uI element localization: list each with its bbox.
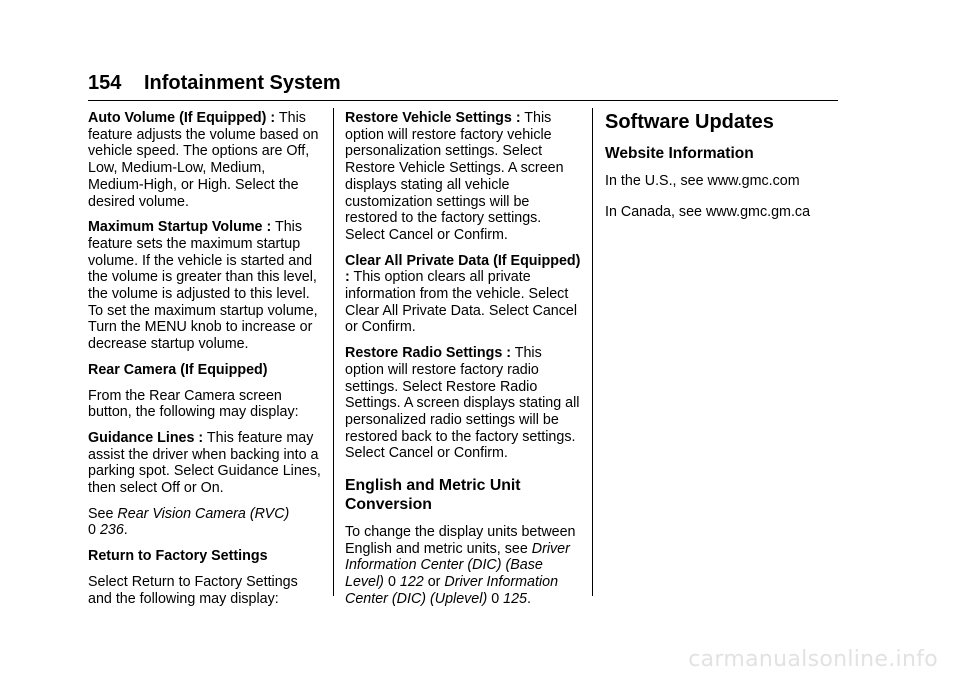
factory-heading: Return to Factory Settings	[88, 548, 268, 565]
units-text: To change the display units between English and metric units, see	[345, 524, 576, 557]
units-page-2[interactable]: 125	[503, 590, 527, 607]
guidance-text: This feature may assist the driver when backing into a parking spot. Select Guidance Lines, then select Off or On.	[88, 429, 321, 497]
watermark-text: carmanualsonline.info	[688, 647, 938, 672]
rear-camera-heading: Rear Camera (If Equipped)	[88, 361, 268, 378]
restore-vehicle-label: Restore Vehicle Settings :	[345, 110, 521, 126]
restore-vehicle-paragraph	[345, 110, 581, 244]
rear-camera-text: From the Rear Camera screen button, the following may display:	[88, 387, 299, 421]
column-2	[345, 110, 581, 617]
page-arrow-icon: 0	[387, 574, 396, 591]
canada-website-text: In Canada, see www.gmc.gm.ca	[605, 203, 811, 220]
units-paragraph	[345, 524, 581, 608]
units-reference-1[interactable]: Driver Information Center (DIC) (Base Level)	[345, 540, 570, 591]
guidance-paragraph	[88, 430, 324, 497]
page-arrow-icon: 0	[88, 522, 96, 539]
factory-text: Select Return to Factory Settings and the following may display:	[88, 573, 298, 607]
clear-private-text: This option clears all private information from the vehicle. Select Clear All Private Data. Select Cancel or Confirm.	[345, 269, 578, 336]
units-heading: English and Metric Unit Conversion	[345, 477, 521, 514]
auto-volume-text: This feature adjusts the volume based on vehicle speed. The options are Off, Low, Medium-Low, Medium, Medium-High, or High. Select the desired volume.	[88, 110, 319, 210]
units-reference-2[interactable]: Driver Information Center (DIC) (Uplevel)	[345, 574, 559, 607]
units-page-1[interactable]: 122	[399, 574, 424, 591]
website-info-heading: Website Information	[605, 145, 754, 162]
see-reference-link[interactable]: Rear Vision Camera (RVC)	[117, 505, 290, 522]
see-prefix: See	[88, 505, 118, 522]
see-suffix: .	[123, 522, 128, 539]
page-arrow-icon: 0	[491, 590, 500, 607]
see-reference-paragraph	[88, 506, 324, 539]
column-divider-1	[333, 108, 334, 596]
us-website-text: In the U.S., see www.gmc.com	[605, 173, 800, 189]
guidance-label: Guidance Lines :	[88, 429, 204, 446]
max-startup-paragraph	[88, 219, 324, 353]
units-suffix: .	[526, 590, 531, 607]
restore-vehicle-text: This option will restore factory vehicle personalization settings. Select Restore Vehicle Settings. A screen displays stating all vehicle customization settings will be restored to the factory settings. Select Cancel or Confirm.	[345, 110, 564, 243]
page-header	[88, 68, 838, 101]
see-page-number[interactable]: 236	[99, 522, 124, 539]
page-number: 154	[88, 72, 122, 94]
restore-radio-paragraph	[345, 345, 581, 462]
restore-radio-label: Restore Radio Settings :	[345, 345, 512, 362]
column-divider-2	[592, 108, 593, 596]
software-updates-heading: Software Updates	[605, 111, 774, 133]
column-3	[605, 110, 841, 234]
clear-private-paragraph	[345, 253, 581, 337]
clear-private-label: Clear All Private Data (If Equipped) :	[345, 252, 581, 286]
auto-volume-paragraph	[88, 110, 324, 210]
units-or: or	[423, 574, 445, 591]
section-title: Infotainment System	[144, 72, 341, 94]
max-startup-label: Maximum Startup Volume :	[88, 219, 272, 236]
restore-radio-text: This option will restore factory radio settings. Select Restore Radio Settings. A screen displays stating all personalized radio settings will be restored back to the factory settings. Select Cancel or Confirm.	[345, 345, 580, 462]
column-1	[88, 110, 324, 616]
auto-volume-label: Auto Volume (If Equipped) :	[88, 110, 276, 126]
max-startup-text: This feature sets the maximum startup volume. If the vehicle is started and the volume is greater than this level, the volume is adjusted to this level. To set the maximum startup volume, Turn the MENU knob to increase or decrease startup volume.	[88, 219, 318, 353]
